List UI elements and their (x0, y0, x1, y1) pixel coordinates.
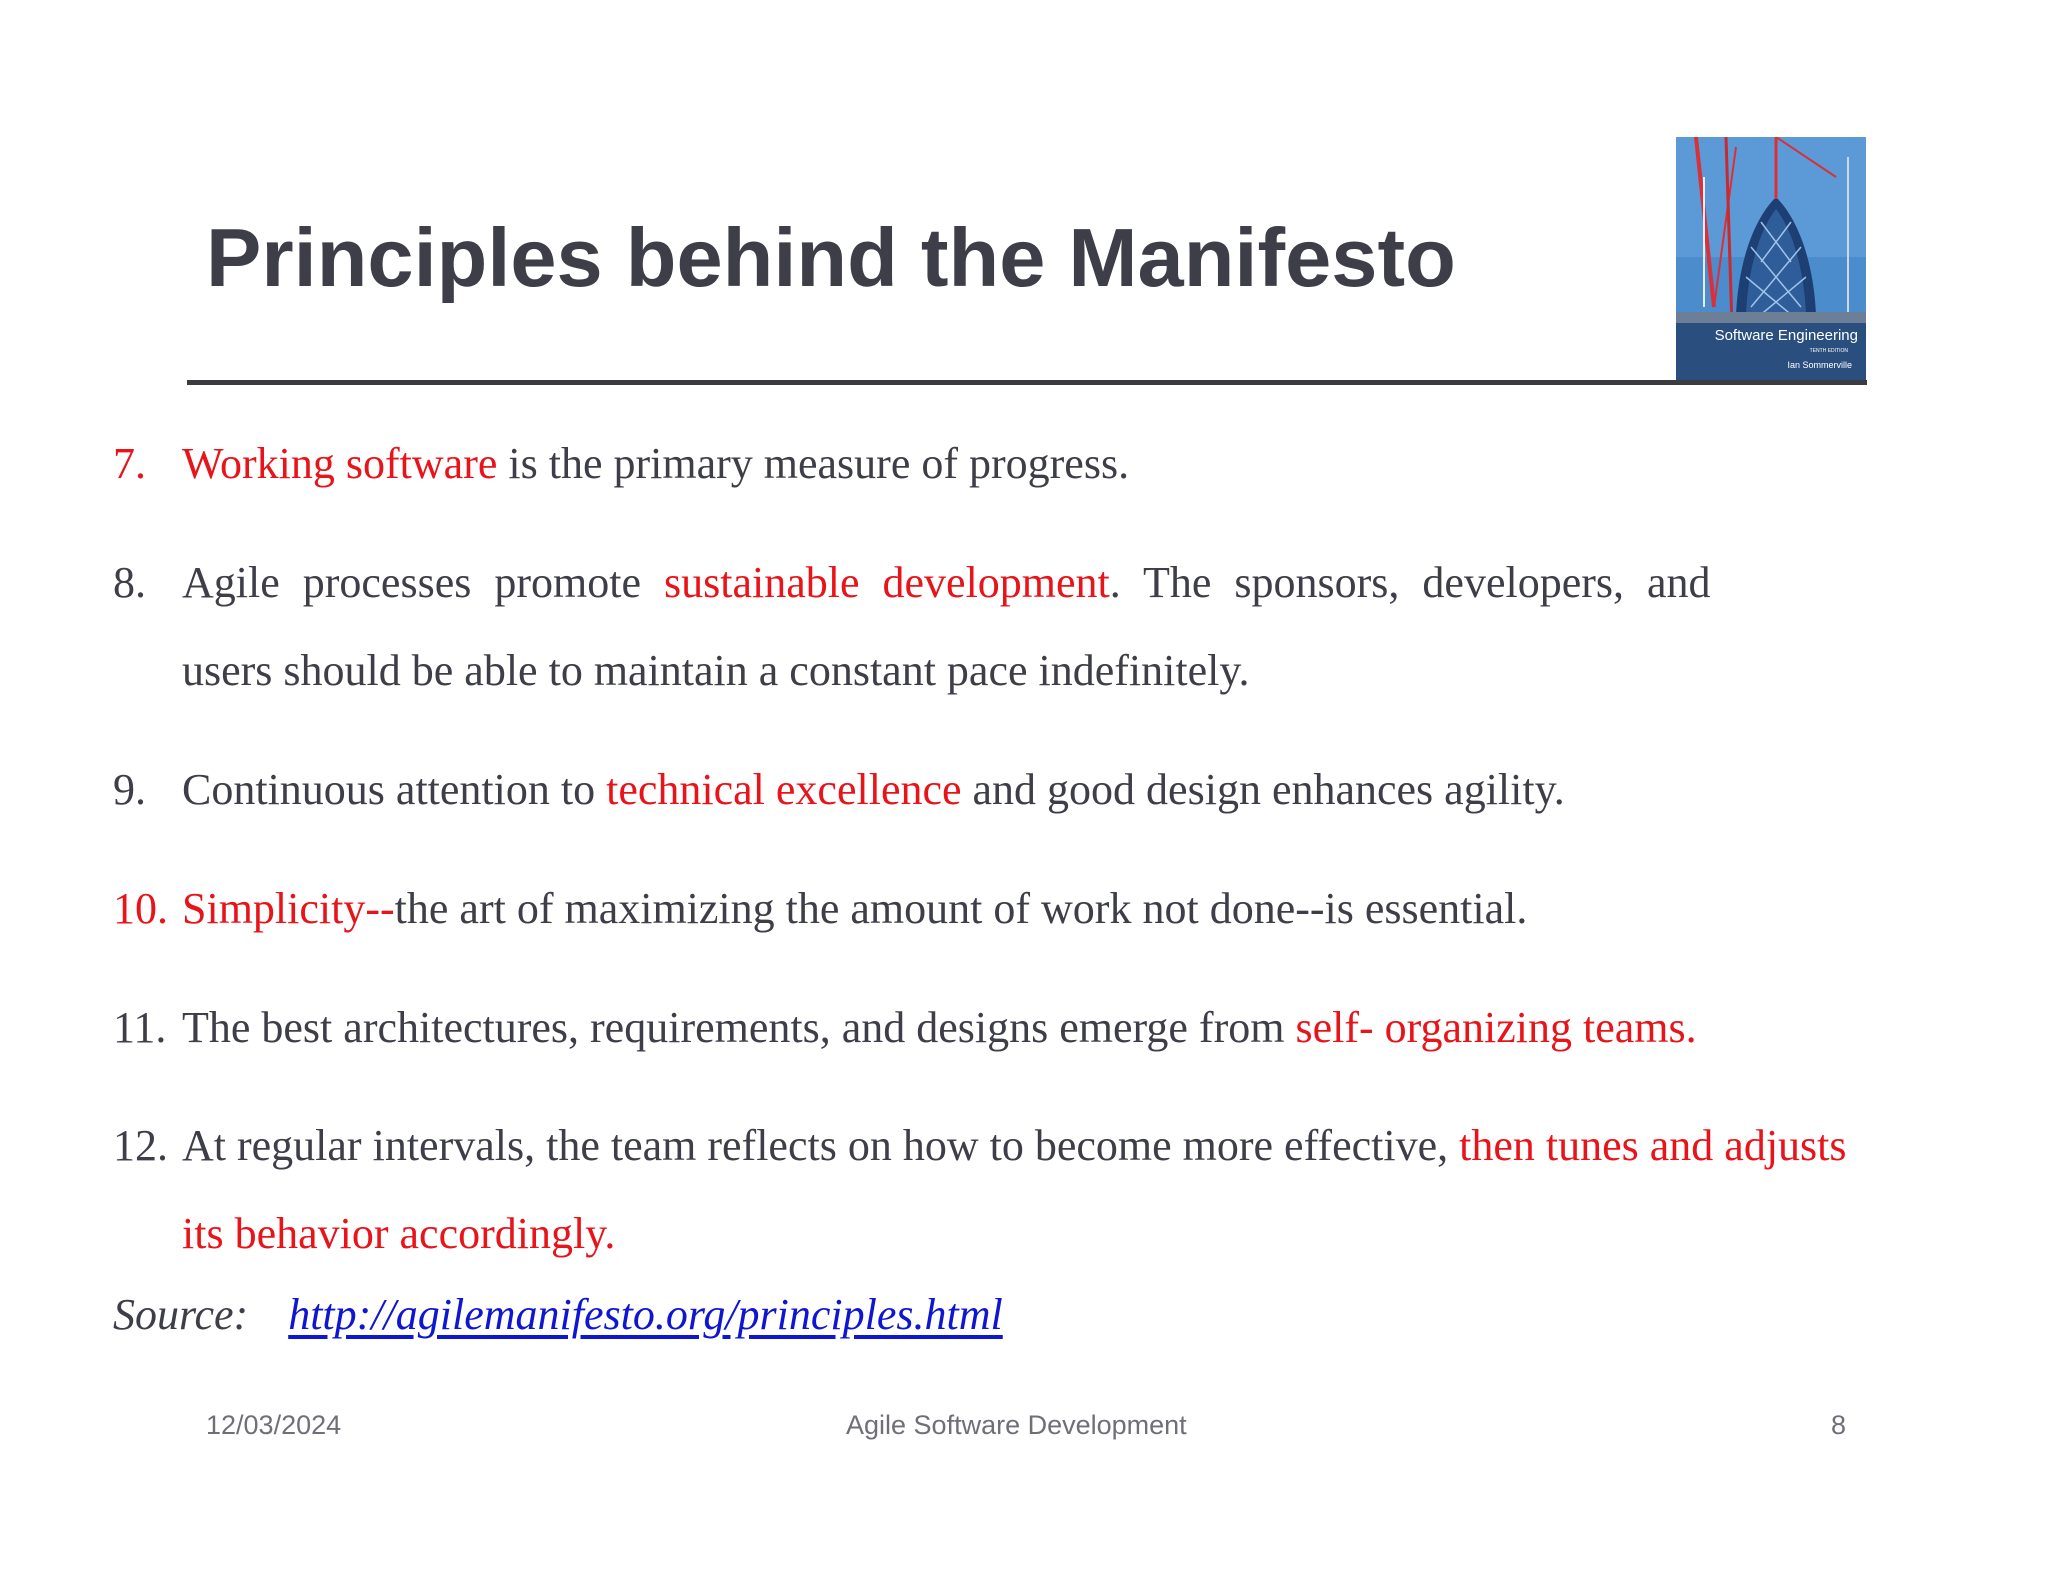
principle-number: 7. (113, 439, 146, 488)
principle-item-9 (113, 746, 1565, 834)
principle-item-8 (113, 539, 1711, 715)
principle-number: 9. (113, 765, 146, 814)
principle-text: the art of maximizing the amount of work not done--is essential. (394, 884, 1528, 933)
principle-highlight: then tunes and adjusts (1459, 1121, 1847, 1170)
principle-text: . The sponsors, developers, and (1109, 558, 1711, 607)
principle-text: and good design enhances agility. (961, 765, 1565, 814)
principle-item-12 (113, 1102, 1847, 1278)
principle-item-7 (113, 420, 1129, 508)
principle-highlight: Simplicity-- (182, 884, 395, 933)
title-divider (187, 380, 1867, 385)
page-number: 8 (1831, 1410, 1847, 1440)
principle-text: Agile processes promote (182, 558, 664, 607)
principle-highlight-continued: its behavior accordingly. (182, 1209, 616, 1258)
principle-text: is the primary measure of progress. (497, 439, 1130, 488)
cover-artwork (1676, 137, 1866, 383)
principle-item-11 (113, 984, 1697, 1072)
principle-text: At regular intervals, the team reflects on how to become more effective, (182, 1121, 1460, 1170)
principle-number: 11. (113, 1003, 167, 1052)
principle-text: Continuous attention to (182, 765, 607, 814)
principle-highlight: self- organizing teams. (1295, 1003, 1697, 1052)
principle-number: 10. (113, 884, 168, 933)
source-link[interactable]: http://agilemanifesto.org/principles.html (288, 1290, 1003, 1339)
principle-text: The best architectures, requirements, and designs emerge from (182, 1003, 1296, 1052)
principle-text-continued: users should be able to maintain a constant pace indefinitely. (182, 646, 1250, 695)
principle-highlight: Working software (182, 439, 498, 488)
footer-title: Agile Software Development (846, 1410, 1187, 1440)
cover-title: Software Engineering (1714, 327, 1858, 344)
book-cover-image (1676, 137, 1866, 383)
principle-highlight: sustainable development (664, 558, 1110, 607)
source-label: Source: (113, 1290, 249, 1339)
cover-edition: TENTH EDITION (1809, 348, 1848, 354)
principle-number: 8. (113, 558, 146, 607)
principle-item-10 (113, 865, 1527, 953)
footer-date: 12/03/2024 (206, 1410, 342, 1440)
principle-number: 12. (113, 1121, 168, 1170)
source-citation (113, 1285, 1003, 1345)
cover-author: Ian Sommerville (1787, 360, 1852, 370)
slide-title: Principles behind the Manifesto (206, 211, 1456, 304)
principle-highlight: technical excellence (606, 765, 962, 814)
